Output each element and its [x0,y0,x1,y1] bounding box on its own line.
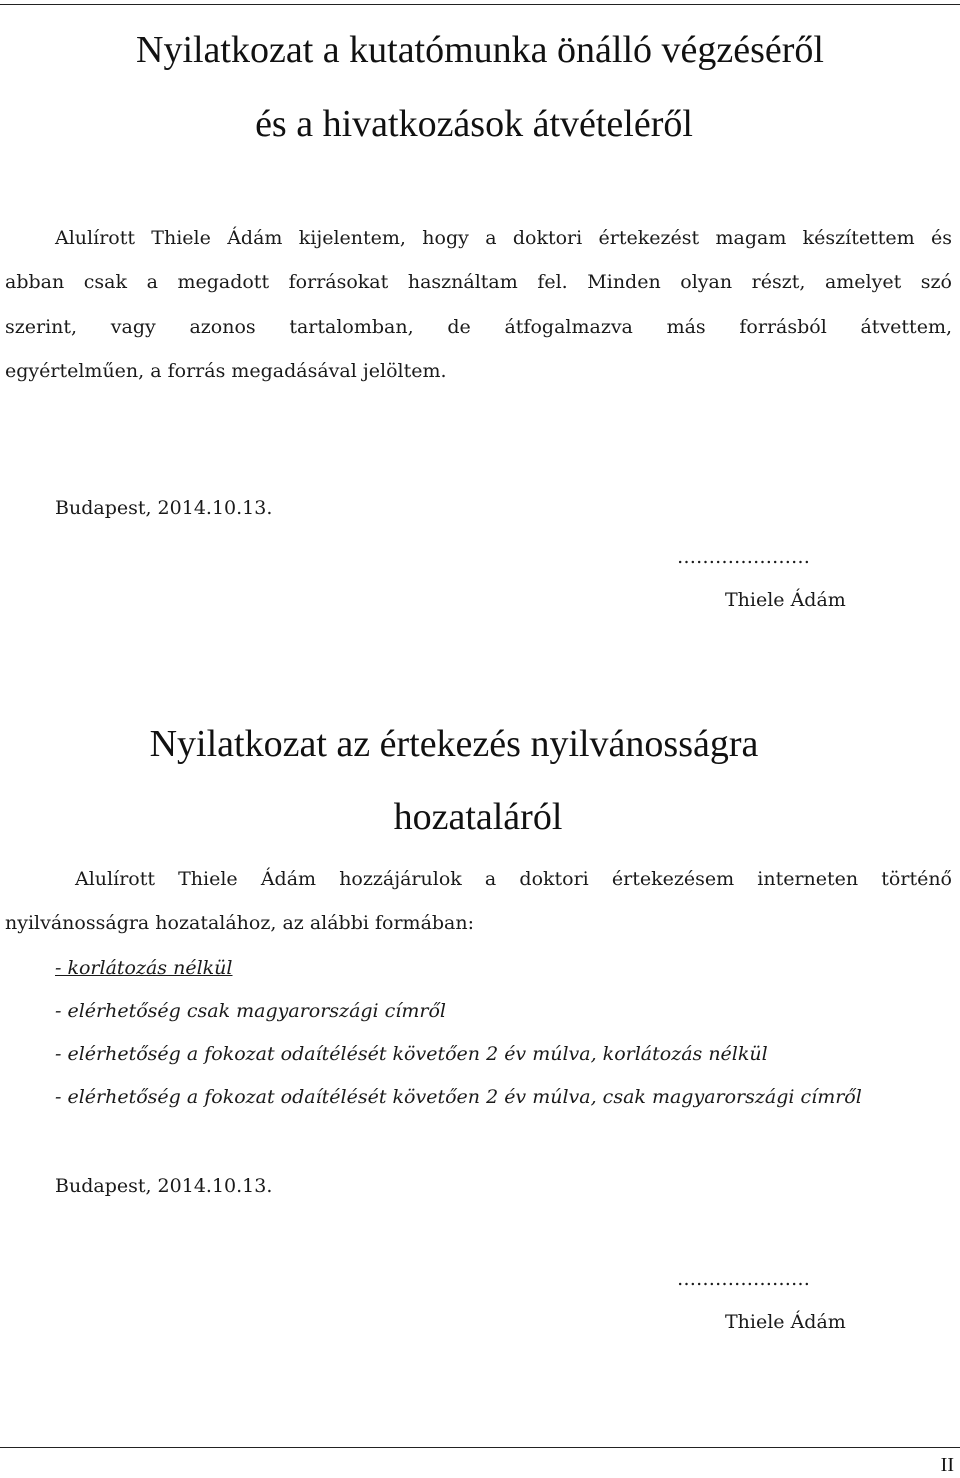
declaration2-title-line2: hozataláról [393,796,563,838]
declaration1-place-date: Budapest, 2014.10.13. [55,497,273,519]
option-hungary-only: - elérhetőség csak magyarországi címről [55,1000,447,1022]
option-unrestricted: - korlátozás nélkül [55,957,233,979]
declaration2-signer-name: Thiele Ádám [725,1311,846,1333]
paragraph-line: nyilvánosságra hozatalához, az alábbi formában: [5,912,475,934]
paragraph-line: Alulírott Thiele Ádám hozzájárulok a doktori értekezésem interneten történő [75,868,952,890]
footer-rule [0,1447,960,1448]
declaration1-signature-line: ………………… [677,546,810,568]
declaration2-paragraph [5,868,952,934]
paragraph-line: abban csak a megadott forrásokat használtam fel. Minden olyan részt, amelyet szó [5,271,952,293]
declaration2-place-date: Budapest, 2014.10.13. [55,1175,273,1197]
option-delayed-unrestricted: - elérhetőség a fokozat odaítélését követően 2 év múlva, korlátozás nélkül [55,1043,768,1065]
declaration1-title-line2: és a hivatkozások átvételéről [255,103,693,145]
declaration1-paragraph [5,227,952,382]
paragraph-line: Alulírott Thiele Ádám kijelentem, hogy a doktori értekezést magam készítettem és [55,227,952,249]
top-rule [0,4,960,5]
paragraph-line: egyértelműen, a forrás megadásával jelöltem. [5,360,447,382]
declaration1-title-line1: Nyilatkozat a kutatómunka önálló végzéséről [136,29,824,71]
declaration1-signer-name: Thiele Ádám [725,589,846,611]
declaration2-title-line1: Nyilatkozat az értekezés nyilvánosságra [149,723,759,765]
declaration2-signature-line: ………………… [677,1268,810,1290]
paragraph-line: szerint, vagy azonos tartalomban, de átfogalmazva más forrásból átvettem, [5,316,952,338]
option-delayed-hungary-only: - elérhetőség a fokozat odaítélését követően 2 év múlva, csak magyarországi címről [55,1086,862,1108]
page-number: II [940,1454,954,1476]
